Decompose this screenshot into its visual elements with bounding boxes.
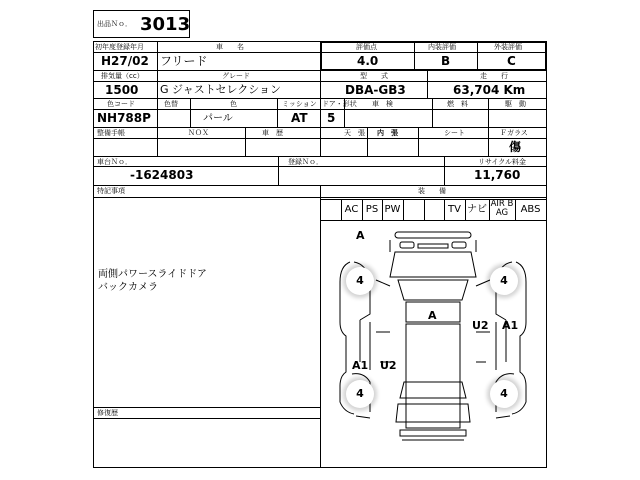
col-divider — [320, 70, 321, 99]
lot-number-label: 出品Ｎｏ． — [97, 20, 132, 28]
mileage-label: 走 行 — [480, 72, 508, 80]
fuel-label: 燃 料 — [447, 100, 468, 108]
color-value: パール — [203, 113, 233, 124]
col-divider — [418, 127, 419, 157]
damage-roof-mark: A — [428, 309, 437, 322]
notes-text — [98, 268, 207, 294]
doors-label: ドア・形状 — [322, 100, 357, 108]
equipment-label: 装 備 — [418, 187, 446, 195]
drive-label: 駆 動 — [505, 100, 526, 108]
col-divider — [278, 156, 279, 186]
wheel-front-right-mark: 4 — [490, 267, 518, 295]
equip-divider — [424, 199, 425, 221]
exterior-value: C — [507, 54, 516, 68]
displacement-label: 排気量（cc） — [101, 72, 144, 80]
notes-line: バックカメラ — [98, 282, 158, 293]
row-divider — [93, 418, 320, 419]
fglass-value: 傷 — [509, 140, 522, 154]
col-divider — [277, 98, 278, 127]
col-divider — [477, 41, 478, 71]
fglass-label: Ｆガラス — [500, 129, 528, 137]
col-divider — [444, 156, 445, 186]
col-divider — [157, 41, 158, 71]
color-label: 色 — [230, 100, 237, 108]
score-label: 評価点 — [356, 43, 377, 51]
doors-value: 5 — [327, 111, 336, 125]
color-code-value: NH788P — [97, 111, 151, 125]
inner-label: 内 張 — [377, 129, 398, 137]
equip-pw: PW — [384, 204, 401, 215]
row-divider — [93, 407, 320, 408]
col-divider — [488, 98, 489, 127]
notes-label: 特記事項 — [97, 187, 125, 195]
regno-label: 登録Ｎｏ． — [288, 158, 323, 166]
col-divider — [320, 98, 321, 127]
col-divider — [157, 127, 158, 157]
chassis-value: -1624803 — [130, 168, 194, 182]
damage-left-a1-mark: A1 — [352, 359, 369, 372]
first-reg-value: H27/02 — [101, 54, 149, 68]
mission-value: AT — [291, 111, 308, 125]
damage-front-mark: A — [356, 229, 365, 242]
car-diagram — [320, 222, 546, 466]
exterior-label: 外装評価 — [494, 43, 522, 51]
score-value: 4.0 — [357, 54, 379, 68]
seat-label: シート — [444, 129, 465, 137]
equip-ps: PS — [365, 204, 379, 215]
equip-abs: ABS — [520, 204, 541, 215]
grade-label: グレード — [222, 72, 250, 80]
mileage-value: 63,704 Km — [453, 83, 526, 97]
equip-divider — [403, 199, 404, 221]
col-divider — [245, 127, 246, 157]
notes-line: 両側パワースライドドア — [98, 269, 207, 280]
wheel-rear-left-mark: 4 — [346, 380, 374, 408]
model-label: 型 式 — [360, 72, 388, 80]
first-reg-label: 初年度登録年月 — [95, 43, 144, 51]
col-divider — [414, 41, 415, 71]
interior-label: 内装評価 — [428, 43, 456, 51]
wheel-front-left-mark: 4 — [346, 267, 374, 295]
equip-airbag: AIR BAG — [490, 199, 514, 218]
grade-value: G ジャストセレクション — [160, 83, 282, 96]
interior-value: B — [441, 54, 451, 68]
recycle-value: 11,760 — [474, 168, 521, 182]
history-label: 車 歴 — [262, 129, 283, 137]
damage-right-a1-mark: A1 — [502, 319, 519, 332]
col-divider — [320, 127, 321, 157]
car-name-label: 車 名 — [216, 43, 244, 51]
col-divider — [157, 98, 158, 127]
col-divider — [157, 70, 158, 99]
chassis-label: 車台Ｎｏ． — [97, 158, 132, 166]
col-divider — [432, 98, 433, 127]
mission-label: ミッション — [282, 100, 317, 108]
damage-left-u2-mark: U2 — [380, 359, 397, 372]
col-divider — [488, 127, 489, 157]
equip-ac: AC — [344, 204, 359, 215]
wheel-rear-right-mark: 4 — [490, 380, 518, 408]
manual-label: 整備手帳 — [97, 129, 125, 137]
lot-number-box — [93, 10, 190, 38]
inspection-label: 車 検 — [372, 100, 393, 108]
col-divider — [190, 98, 191, 127]
nox-label: ＮＯＸ — [188, 129, 209, 137]
damage-right-u2-mark: U2 — [472, 319, 489, 332]
repair-label: 修復歴 — [97, 409, 118, 417]
model-value: DBA-GB3 — [345, 83, 406, 97]
equip-navi: ナビ — [467, 204, 487, 215]
displacement-value: 1500 — [105, 83, 139, 97]
lot-number: 3013 — [140, 14, 191, 35]
recycle-label: リサイクル料金 — [478, 158, 527, 166]
car-name-value: フリード — [160, 54, 208, 68]
col-divider — [427, 70, 428, 99]
equip-tv: TV — [448, 204, 461, 215]
col-divider — [367, 127, 368, 157]
sunroof-label: 天 張 — [344, 129, 365, 137]
color-code-label: 色コード — [107, 100, 135, 108]
color-type-label: 色替 — [164, 100, 178, 108]
